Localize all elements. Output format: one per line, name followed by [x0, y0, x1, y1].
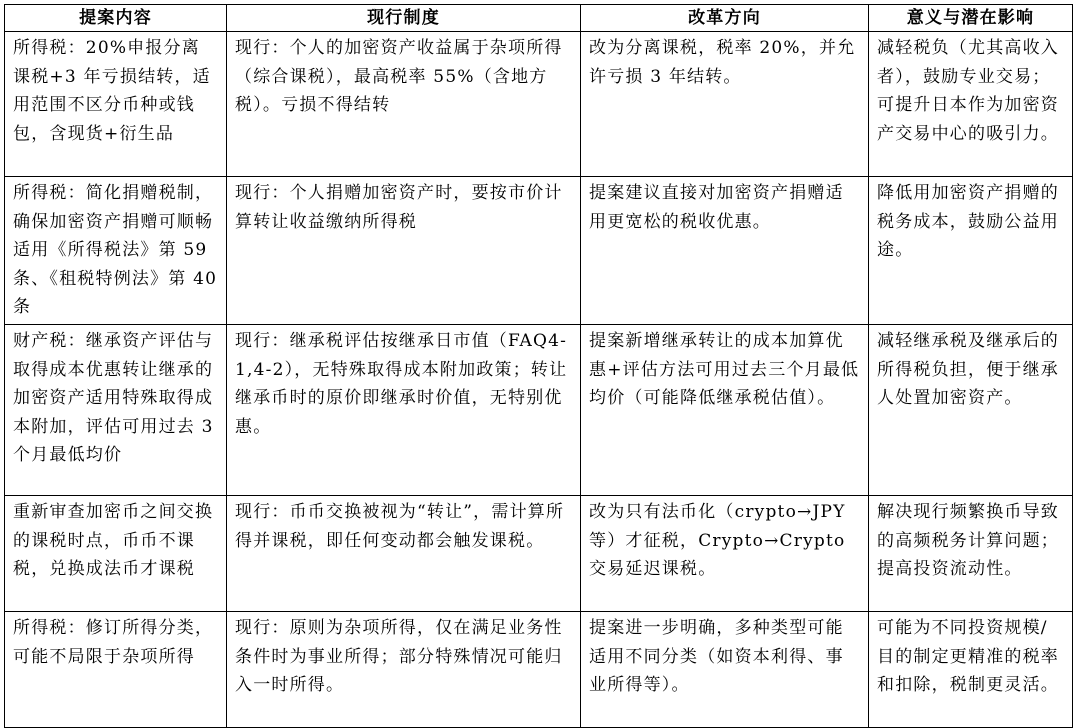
table-row: [5, 32, 1073, 177]
cell-reform-direction: 提案建议直接对加密资产捐赠适用更宽松的税收优惠。: [581, 177, 869, 325]
cell-impact: 可能为不同投资规模/目的制定更精准的税率和扣除，税制更灵活。: [869, 611, 1073, 727]
header-current-system: 现行制度: [227, 5, 581, 32]
table-row: [5, 611, 1073, 727]
cell-reform-direction: 提案新增继承转让的成本加算优惠+评估方法可用过去三个月最低均价（可能降低继承税估值）。: [581, 324, 869, 495]
tax-reform-table: [4, 4, 1073, 728]
table-header-row: [5, 5, 1073, 32]
table-row: [5, 177, 1073, 325]
cell-impact: 解决现行频繁换币导致的高频税务计算问题；提高投资流动性。: [869, 495, 1073, 611]
header-reform-direction: 改革方向: [581, 5, 869, 32]
header-proposal: 提案内容: [5, 5, 227, 32]
table-row: [5, 495, 1073, 611]
cell-current-system: 现行：币币交换被视为“转让”，需计算所得并课税，即任何变动都会触发课税。: [227, 495, 581, 611]
cell-current-system: 现行：继承税评估按继承日市值（FAQ4-1,4-2），无特殊取得成本附加政策；转让继承币时的原价即继承时价值，无特别优惠。: [227, 324, 581, 495]
cell-current-system: 现行：原则为杂项所得，仅在满足业务性条件时为事业所得；部分特殊情况可能归入一时所得。: [227, 611, 581, 727]
cell-proposal: 重新审查加密币之间交换的课税时点，币币不课税，兑换成法币才课税: [5, 495, 227, 611]
cell-impact: 减轻税负（尤其高收入者），鼓励专业交易；可提升日本作为加密资产交易中心的吸引力。: [869, 32, 1073, 177]
table-row: [5, 324, 1073, 495]
cell-reform-direction: 提案进一步明确，多种类型可能适用不同分类（如资本利得、事业所得等）。: [581, 611, 869, 727]
cell-proposal: 所得税：20%申报分离课税+3 年亏损结转，适用范围不区分币种或钱包，含现货+衍生品: [5, 32, 227, 177]
cell-impact: 降低用加密资产捐赠的税务成本，鼓励公益用途。: [869, 177, 1073, 325]
cell-proposal: 所得税：修订所得分类，可能不局限于杂项所得: [5, 611, 227, 727]
cell-proposal: 财产税：继承资产评估与取得成本优惠转让继承的加密资产适用特殊取得成本附加，评估可用过去 3 个月最低均价: [5, 324, 227, 495]
cell-current-system: 现行：个人捐赠加密资产时，要按市价计算转让收益缴纳所得税: [227, 177, 581, 325]
cell-impact: 减轻继承税及继承后的所得税负担，便于继承人处置加密资产。: [869, 324, 1073, 495]
cell-reform-direction: 改为分离课税，税率 20%，并允许亏损 3 年结转。: [581, 32, 869, 177]
cell-current-system: 现行：个人的加密资产收益属于杂项所得（综合课税），最高税率 55%（含地方税）。亏损不得结转: [227, 32, 581, 177]
cell-reform-direction: 改为只有法币化（crypto→JPY 等）才征税，Crypto→Crypto 交易延迟课税。: [581, 495, 869, 611]
cell-proposal: 所得税：简化捐赠税制，确保加密资产捐赠可顺畅适用《所得税法》第 59 条、《租税特例法》第 40 条: [5, 177, 227, 325]
header-impact: 意义与潜在影响: [869, 5, 1073, 32]
